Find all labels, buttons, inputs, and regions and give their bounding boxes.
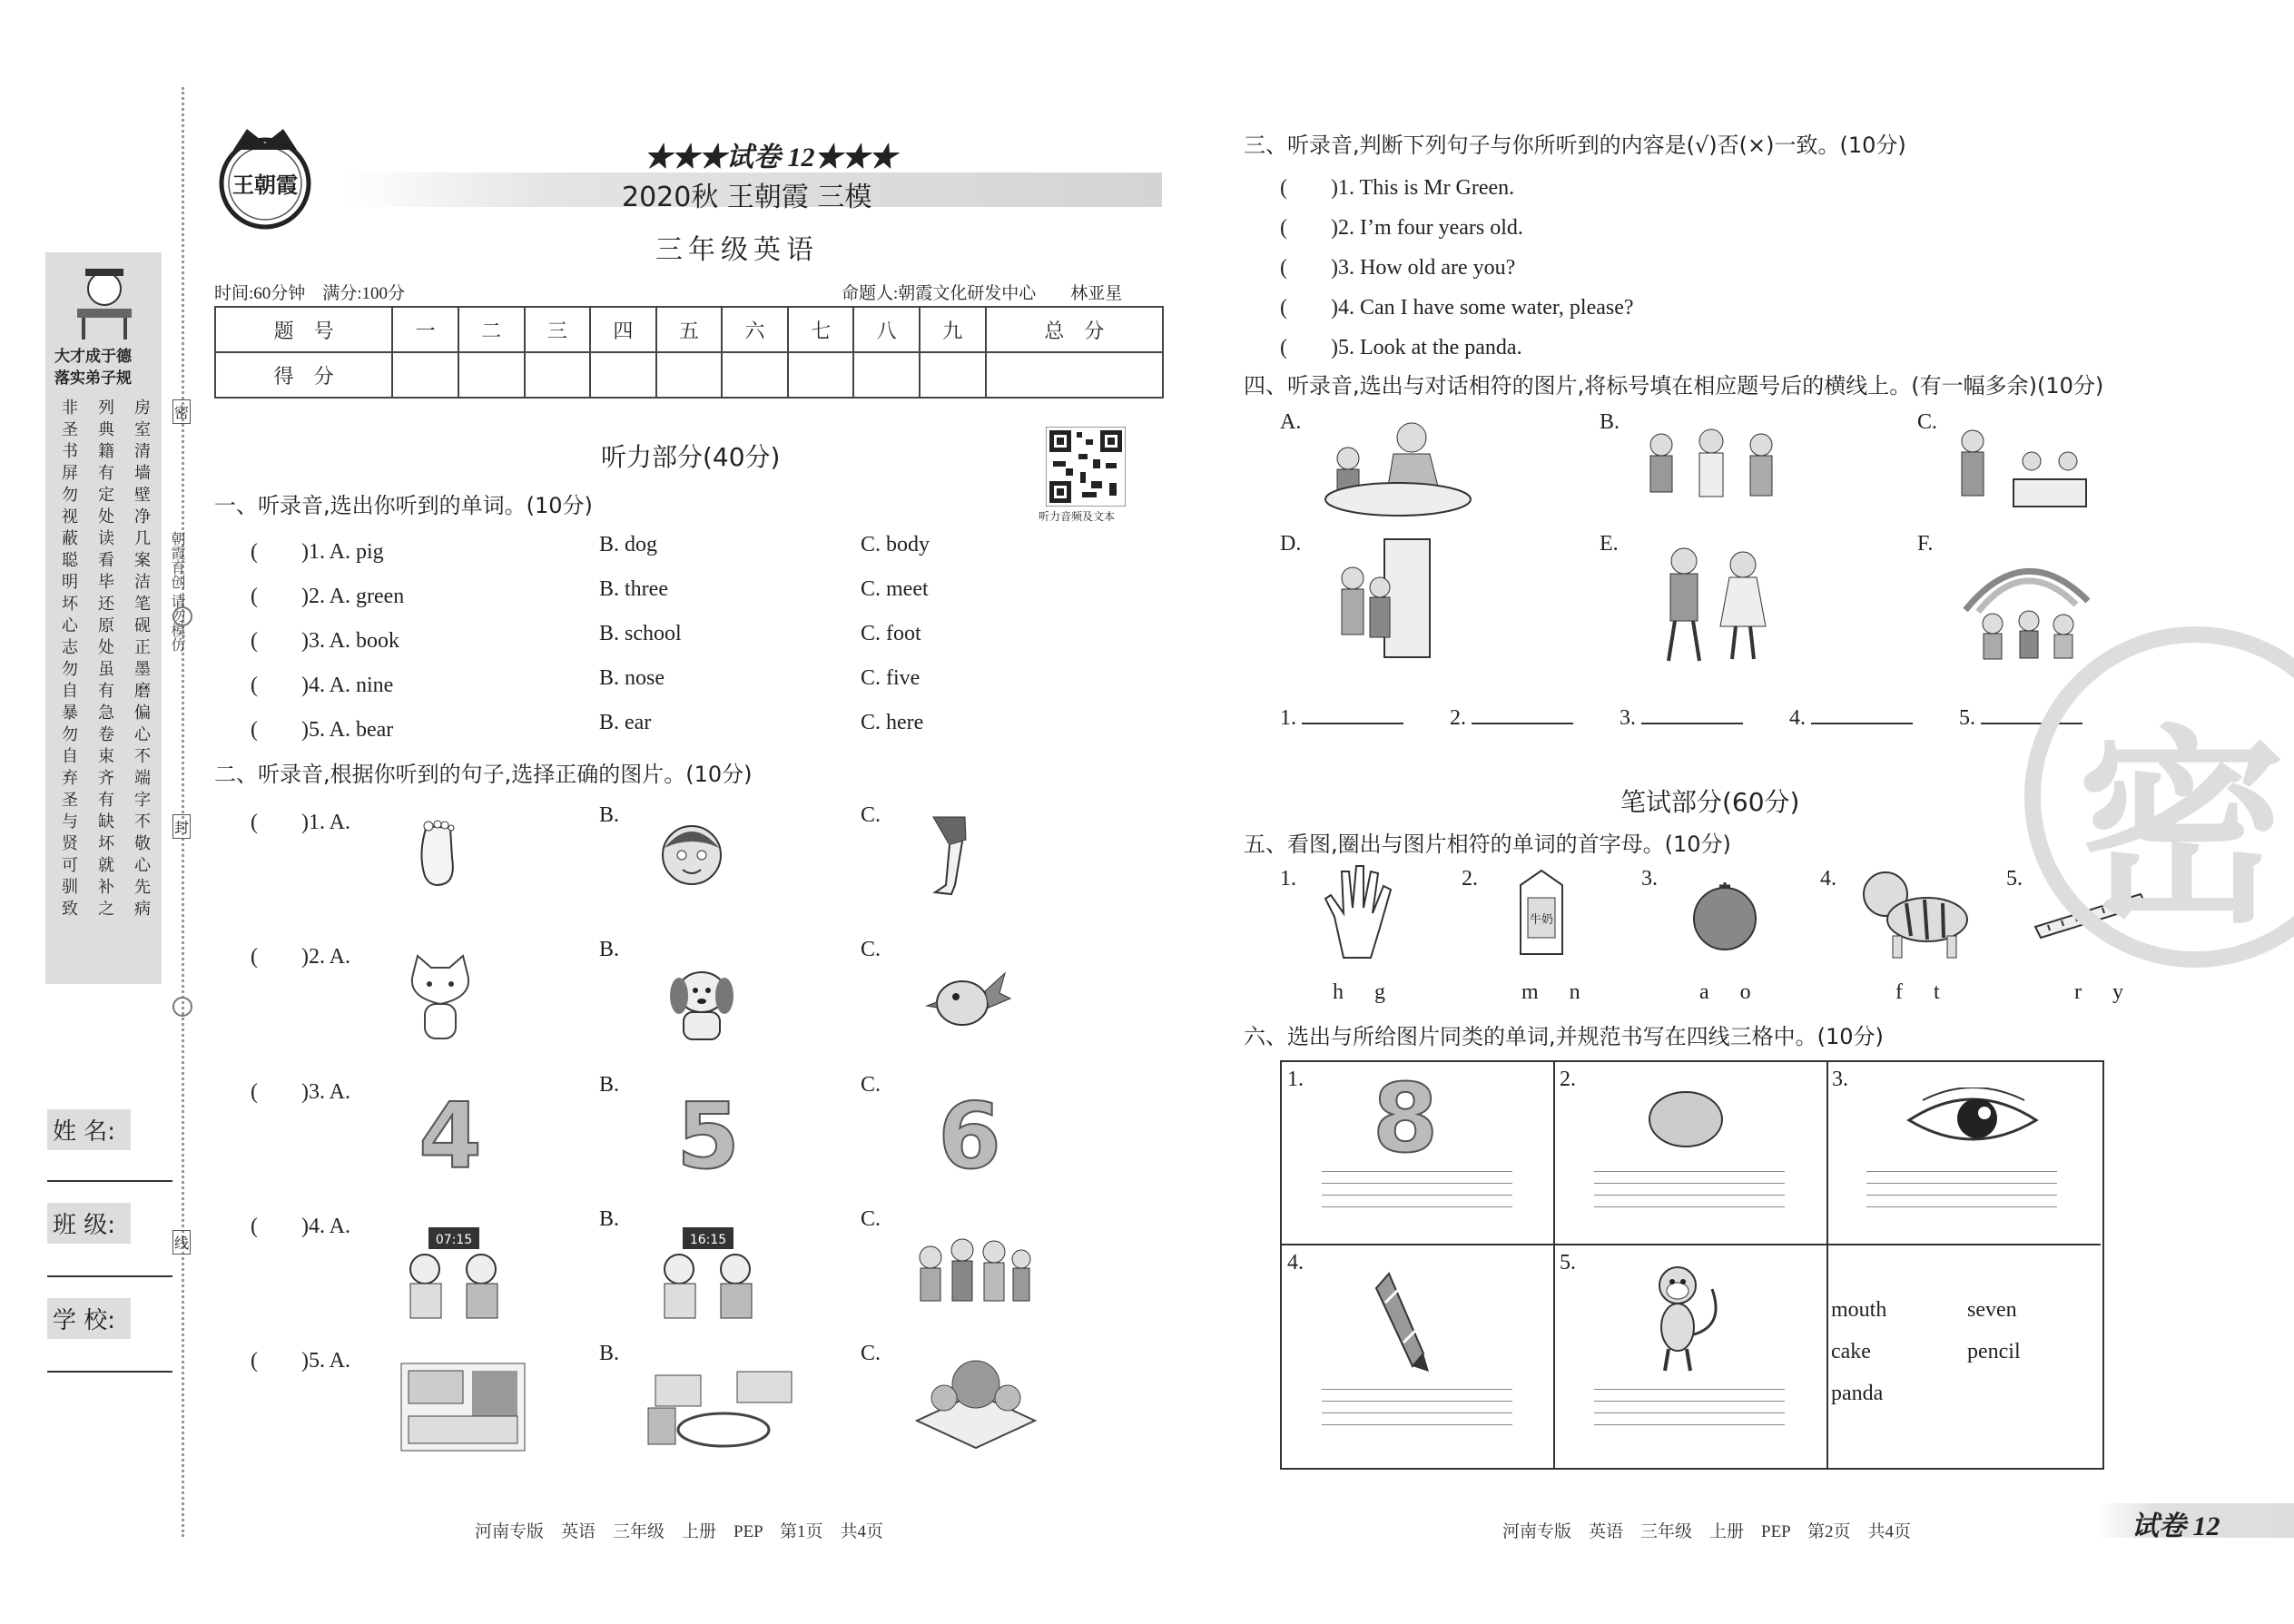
score-cell[interactable] — [853, 352, 920, 398]
motto-char: 洁 — [134, 573, 151, 592]
score-table-score-row — [215, 352, 1163, 398]
score-cell[interactable] — [525, 352, 591, 398]
boy-face-icon — [655, 815, 728, 897]
writing-line — [1322, 1389, 1512, 1390]
score-header-cell: 七 — [788, 307, 854, 352]
number-8-text: 8 — [1372, 1069, 1439, 1160]
footer-left: 河南专版 英语 三年级 上册 PEP 第1页 共4页 — [475, 1522, 884, 1541]
dog-icon — [661, 958, 743, 1048]
q3-statement[interactable]: ( )3. How old are you? — [1280, 256, 1516, 280]
score-table — [214, 306, 1164, 399]
q4-blank-line[interactable] — [1811, 704, 1913, 724]
q5-letter-choice[interactable]: a o — [1699, 980, 1764, 1004]
motto-char: 齐 — [98, 769, 114, 788]
score-cell[interactable] — [920, 352, 986, 398]
side-mark-line: 线 — [172, 1230, 191, 1255]
motto-char: 屏 — [62, 464, 78, 483]
q2-answer-item[interactable]: ( )4. A. — [251, 1215, 350, 1238]
q5-letter-choice[interactable]: f t — [1895, 980, 1953, 1004]
score-header-cell: 总 分 — [986, 307, 1163, 352]
sidebar-motto-panel — [45, 252, 162, 984]
q2-answer-item[interactable]: ( )1. A. — [251, 811, 350, 834]
motto-char: 坏 — [98, 834, 114, 853]
motto-char: 墨 — [134, 660, 151, 679]
q2-option-b: B. — [599, 938, 620, 961]
brand-logo-icon — [211, 118, 320, 236]
orange-icon — [1689, 879, 1761, 951]
binding-hole — [172, 606, 192, 626]
motto-char: 磨 — [134, 682, 151, 701]
motto-char: 处 — [98, 507, 114, 527]
motto-char: 几 — [134, 529, 151, 548]
motto-char: 就 — [98, 856, 114, 875]
motto-char: 笔 — [134, 595, 151, 614]
motto-char: 心 — [134, 856, 151, 875]
writing-heading: 笔试部分(60分) — [1620, 787, 1800, 817]
motto-grid — [53, 398, 160, 920]
motto-char: 正 — [134, 638, 151, 657]
motto-char: 卷 — [98, 725, 114, 744]
series-title: 2020秋 王朝霞 三模 — [622, 182, 872, 213]
name-field[interactable] — [47, 1180, 172, 1182]
writing-line — [1322, 1195, 1512, 1196]
q4-blank-number: 4. — [1789, 706, 1806, 730]
q6-number: 5. — [1560, 1251, 1576, 1275]
motto-char: 暴 — [62, 704, 78, 723]
motto-char: 可 — [62, 856, 78, 875]
side-note: 朝霞育创 请勿模仿 — [169, 531, 186, 653]
q1-answer-item[interactable]: ( )4. A. nine — [251, 674, 394, 697]
leg-icon — [915, 812, 979, 903]
q3-statement[interactable]: ( )4. Can I have some water, please? — [1280, 296, 1634, 320]
motto-char: 补 — [98, 878, 114, 897]
q2-option-c: C. — [861, 1073, 881, 1097]
motto-char: 勿 — [62, 486, 78, 505]
motto-char: 房 — [134, 399, 151, 418]
motto-char: 自 — [62, 682, 78, 701]
class-field[interactable] — [47, 1275, 172, 1277]
q1-option-b: B. ear — [599, 711, 652, 734]
kids-at-desks-icon — [1950, 425, 2095, 529]
clock-b-text: 16:15 — [689, 1233, 727, 1247]
q1-answer-item[interactable]: ( )2. A. green — [251, 585, 405, 608]
q6-word: seven — [1967, 1298, 2017, 1322]
school-field[interactable] — [47, 1371, 172, 1373]
motto-char: 案 — [134, 551, 151, 570]
q6-word: pencil — [1967, 1340, 2021, 1363]
clock-a-text: 07:15 — [435, 1233, 473, 1247]
q4-blank-number: 5. — [1959, 706, 1975, 730]
number-4-text: 4 — [418, 1088, 482, 1178]
q2-option-b: B. — [599, 803, 620, 827]
motto-char: 贤 — [62, 834, 78, 853]
motto-char: 心 — [134, 725, 151, 744]
score-header-cell: 九 — [920, 307, 986, 352]
three-kids-talking-icon — [1634, 425, 1788, 525]
q4-title: 四、听录音,选出与对话相符的图片,将标号填在相应题号后的横线上。(有一幅多余)(10分) — [1244, 373, 2104, 399]
side-mark-close: 封 — [172, 814, 191, 839]
writing-line — [1322, 1424, 1512, 1425]
q6-number: 3. — [1832, 1068, 1848, 1091]
q4-picture-label: A. — [1280, 410, 1302, 434]
score-cell[interactable] — [656, 352, 723, 398]
subject-title: 三年级英语 — [655, 234, 819, 266]
classroom-icon — [399, 1362, 527, 1452]
writing-line — [1322, 1401, 1512, 1402]
q6-word: panda — [1831, 1382, 1884, 1405]
school-playground-icon — [646, 1366, 801, 1452]
motto-char: 原 — [98, 616, 114, 635]
score-header-cell: 题 号 — [215, 307, 392, 352]
egg-icon — [1645, 1088, 1727, 1151]
q3-statement[interactable]: ( )5. Look at the panda. — [1280, 336, 1522, 359]
q4-blank-line[interactable] — [1472, 704, 1573, 724]
four-line-writing-area[interactable] — [1322, 1171, 1512, 1218]
writing-line — [1322, 1183, 1512, 1184]
q6-number: 2. — [1560, 1068, 1576, 1091]
logo-text: 王朝霞 — [232, 172, 298, 198]
motto-char: 驯 — [62, 878, 78, 897]
motto-char: 列 — [98, 399, 114, 418]
stamp-char: 密 — [2077, 709, 2287, 951]
q2-option-c: C. — [861, 938, 881, 961]
four-line-writing-area[interactable] — [1866, 1171, 2057, 1218]
motto-char: 非 — [62, 399, 78, 418]
motto-char: 不 — [134, 812, 151, 832]
q2-option-c: C. — [861, 803, 881, 827]
time-info: 时间:60分钟 满分:100分 — [214, 284, 406, 303]
binding-hole — [172, 997, 192, 1017]
score-cell[interactable] — [722, 352, 788, 398]
motto-char: 虽 — [98, 660, 114, 679]
q1-option-c: C. five — [861, 666, 921, 690]
q5-number: 5. — [2006, 867, 2023, 891]
four-line-writing-area[interactable] — [1322, 1389, 1512, 1436]
q1-option-c: C. foot — [861, 622, 921, 645]
q1-option-c: C. body — [861, 533, 930, 556]
q6-number: 1. — [1287, 1068, 1304, 1091]
q2-answer-item[interactable]: ( )3. A. — [251, 1080, 350, 1104]
q3-title: 三、听录音,判断下列句子与你所听到的内容是(√)否(×)一致。(10分) — [1244, 133, 1906, 158]
motto-char: 聪 — [62, 551, 78, 570]
score-cell[interactable] — [458, 352, 525, 398]
writing-line — [1322, 1171, 1512, 1172]
four-line-writing-area[interactable] — [1594, 1389, 1785, 1436]
motto-char: 视 — [62, 507, 78, 527]
number-6-icon — [933, 1088, 1006, 1178]
q1-option-c: C. meet — [861, 577, 929, 601]
monkey-icon — [1641, 1262, 1732, 1375]
motto-char: 明 — [62, 573, 78, 592]
motto-char: 致 — [62, 900, 78, 919]
q4-blank-number: 1. — [1280, 706, 1296, 730]
motto-char: 勿 — [62, 725, 78, 744]
q4-picture-label: D. — [1280, 532, 1302, 556]
q1-option-b: B. three — [599, 577, 668, 601]
motto-char: 墙 — [134, 464, 151, 483]
q3-statement[interactable]: ( )2. I’m four years old. — [1280, 216, 1523, 240]
afternoon-clock-scene-icon — [654, 1225, 763, 1321]
motto-char: 毕 — [98, 573, 114, 592]
writing-line — [1866, 1206, 2057, 1207]
q6-word: cake — [1831, 1340, 1871, 1363]
motto-char: 缺 — [98, 812, 114, 832]
motto-char: 坏 — [62, 595, 78, 614]
q5-title: 五、看图,圈出与图片相符的单词的首字母。(10分) — [1244, 832, 1731, 857]
motto-char: 之 — [98, 900, 114, 919]
q4-blank-number: 3. — [1620, 706, 1636, 730]
q3-statement[interactable]: ( )1. This is Mr Green. — [1280, 176, 1515, 200]
q2-option-c: C. — [861, 1342, 881, 1365]
motto-char: 还 — [98, 595, 114, 614]
q1-option-b: B. dog — [599, 533, 658, 556]
number-8-icon — [1369, 1069, 1442, 1160]
q4-answer-blank[interactable] — [1620, 704, 1743, 731]
motto-char: 弃 — [62, 769, 78, 788]
foot-icon — [409, 817, 472, 890]
score-table-header-row — [215, 307, 1163, 352]
morning-clock-scene-icon — [399, 1225, 508, 1321]
motto-char: 有 — [98, 682, 114, 701]
q5-number: 4. — [1820, 867, 1836, 891]
motto-char: 圣 — [62, 791, 78, 810]
q6-title: 六、选出与所给图片同类的单词,并规范书写在四线三格中。(10分) — [1244, 1024, 1884, 1049]
q5-letter-choice[interactable]: h g — [1333, 980, 1398, 1004]
number-6-text: 6 — [938, 1088, 1001, 1178]
motto-char: 先 — [134, 878, 151, 897]
score-cell[interactable] — [392, 352, 458, 398]
rainbow-kids-icon — [1956, 546, 2092, 664]
motto-char: 自 — [62, 747, 78, 766]
q2-answer-item[interactable]: ( )2. A. — [251, 945, 350, 969]
class-label: 班 级: — [47, 1203, 131, 1244]
motto-char: 束 — [98, 747, 114, 766]
grandma-kids-table-icon — [1321, 418, 1475, 522]
q5-number: 3. — [1641, 867, 1658, 891]
footer-right: 河南专版 英语 三年级 上册 PEP 第2页 共4页 — [1502, 1522, 1912, 1541]
q4-picture-label: C. — [1917, 410, 1938, 434]
score-header-cell: 一 — [392, 307, 458, 352]
scholar-icon — [73, 261, 136, 343]
motto-char: 处 — [98, 638, 114, 657]
score-header-cell: 三 — [525, 307, 591, 352]
writing-line — [1866, 1183, 2057, 1184]
score-header-cell: 八 — [853, 307, 920, 352]
milk-carton-icon — [1510, 867, 1573, 958]
q1-answer-item[interactable]: ( )5. A. bear — [251, 718, 394, 742]
eye-icon — [1905, 1088, 2041, 1151]
motto-char: 籍 — [98, 442, 114, 461]
number-4-icon — [414, 1088, 487, 1178]
four-line-writing-area[interactable] — [1594, 1171, 1785, 1218]
motto-char: 端 — [134, 769, 151, 788]
q4-answer-blank[interactable] — [1789, 704, 1913, 731]
motto-char: 壁 — [134, 486, 151, 505]
motto-line2: 落实弟子规 — [54, 369, 132, 388]
writing-line — [1594, 1195, 1785, 1196]
q5-letter-choice[interactable]: m n — [1521, 980, 1593, 1004]
motto-char: 蔽 — [62, 529, 78, 548]
motto-char: 志 — [62, 638, 78, 657]
motto-line1: 大才成于德 — [54, 348, 132, 366]
milk-carton-text: 牛奶 — [1529, 913, 1554, 927]
exam-number: ★★★试卷 12★★★ — [645, 143, 897, 172]
writing-line — [1594, 1401, 1785, 1402]
q2-option-b: B. — [599, 1342, 620, 1365]
q1-option-b: B. school — [599, 622, 682, 645]
score-cell[interactable] — [590, 352, 656, 398]
q2-option-b: B. — [599, 1207, 620, 1231]
writing-line — [1594, 1183, 1785, 1184]
hand-icon — [1316, 862, 1398, 962]
score-header-cell: 六 — [722, 307, 788, 352]
author-info: 命题人:朝霞文化研发中心 林亚星 — [842, 284, 1123, 303]
writing-line — [1322, 1412, 1512, 1413]
motto-char: 典 — [98, 420, 114, 439]
motto-char: 砚 — [134, 616, 151, 635]
q2-title: 二、听录音,根据你听到的句子,选择正确的图片。(10分) — [214, 762, 753, 787]
qr-code-icon[interactable] — [1046, 427, 1126, 507]
q6-number: 4. — [1287, 1251, 1304, 1275]
q4-blank-number: 2. — [1450, 706, 1466, 730]
tiger-icon — [1856, 867, 1974, 962]
score-cell[interactable] — [986, 352, 1163, 398]
q2-option-c: C. — [861, 1207, 881, 1231]
q1-answer-item[interactable]: ( )3. A. book — [251, 629, 399, 653]
score-header-cell: 五 — [656, 307, 723, 352]
motto-char: 偏 — [134, 704, 151, 723]
writing-line — [1594, 1412, 1785, 1413]
writing-line — [1322, 1206, 1512, 1207]
motto-char: 不 — [134, 747, 151, 766]
writing-line — [1866, 1195, 2057, 1196]
q2-answer-item[interactable]: ( )5. A. — [251, 1349, 350, 1373]
score-row-label: 得 分 — [215, 352, 392, 398]
writing-line — [1594, 1171, 1785, 1172]
motto-char: 字 — [134, 791, 151, 810]
q4-blank-line[interactable] — [1641, 704, 1743, 724]
motto-char: 与 — [62, 812, 78, 832]
score-cell[interactable] — [788, 352, 854, 398]
q4-picture-label: F. — [1917, 532, 1934, 556]
listening-heading: 听力部分(40分) — [601, 442, 781, 472]
motto-char: 室 — [134, 420, 151, 439]
number-5-icon — [672, 1088, 744, 1178]
motto-char: 心 — [62, 616, 78, 635]
motto-char: 净 — [134, 507, 151, 527]
q1-title: 一、听录音,选出你听到的单词。(10分) — [214, 493, 593, 518]
motto-char: 有 — [98, 791, 114, 810]
q5-letter-choice[interactable]: r y — [2074, 980, 2136, 1004]
score-header-cell: 二 — [458, 307, 525, 352]
q4-blank-line[interactable] — [1302, 704, 1403, 724]
q5-number: 1. — [1280, 867, 1296, 891]
writing-line — [1866, 1171, 2057, 1172]
motto-char: 看 — [98, 551, 114, 570]
q4-picture-label: E. — [1600, 532, 1619, 556]
exam-badge: 试卷 12 — [2132, 1511, 2220, 1541]
motto-char: 急 — [98, 704, 114, 723]
q4-answer-blank[interactable] — [1280, 704, 1403, 731]
q2-option-b: B. — [599, 1073, 620, 1097]
motto-char: 敬 — [134, 834, 151, 853]
writing-line — [1594, 1206, 1785, 1207]
score-header-cell: 四 — [590, 307, 656, 352]
number-5-text: 5 — [676, 1088, 740, 1178]
q1-answer-item[interactable]: ( )1. A. pig — [251, 540, 384, 564]
cat-icon — [399, 951, 481, 1051]
q4-answer-blank[interactable] — [1450, 704, 1573, 731]
q1-option-b: B. nose — [599, 666, 665, 690]
two-kids-walking-icon — [1652, 543, 1779, 670]
kids-at-door-icon — [1330, 537, 1448, 669]
crayon-icon — [1369, 1266, 1433, 1375]
motto-char: 读 — [98, 529, 114, 548]
motto-char: 病 — [134, 900, 151, 919]
motto-char: 清 — [134, 442, 151, 461]
q1-option-c: C. here — [861, 711, 924, 734]
q4-picture-label: B. — [1600, 410, 1620, 434]
side-mark-seal: 密 — [172, 399, 191, 424]
motto-char: 书 — [62, 442, 78, 461]
writing-line — [1594, 1389, 1785, 1390]
motto-char: 有 — [98, 464, 114, 483]
motto-char: 圣 — [62, 420, 78, 439]
writing-line — [1594, 1424, 1785, 1425]
motto-char: 定 — [98, 486, 114, 505]
bird-icon — [921, 962, 1012, 1035]
kids-group-icon — [908, 1230, 1035, 1312]
cut-line — [182, 87, 184, 1537]
q5-number: 2. — [1462, 867, 1478, 891]
motto-char: 勿 — [62, 660, 78, 679]
park-icon — [908, 1357, 1044, 1457]
school-label: 学 校: — [47, 1298, 131, 1339]
q6-word: mouth — [1831, 1298, 1887, 1322]
qr-caption: 听力音频及文本 — [1039, 510, 1116, 523]
name-label: 姓 名: — [47, 1109, 131, 1150]
